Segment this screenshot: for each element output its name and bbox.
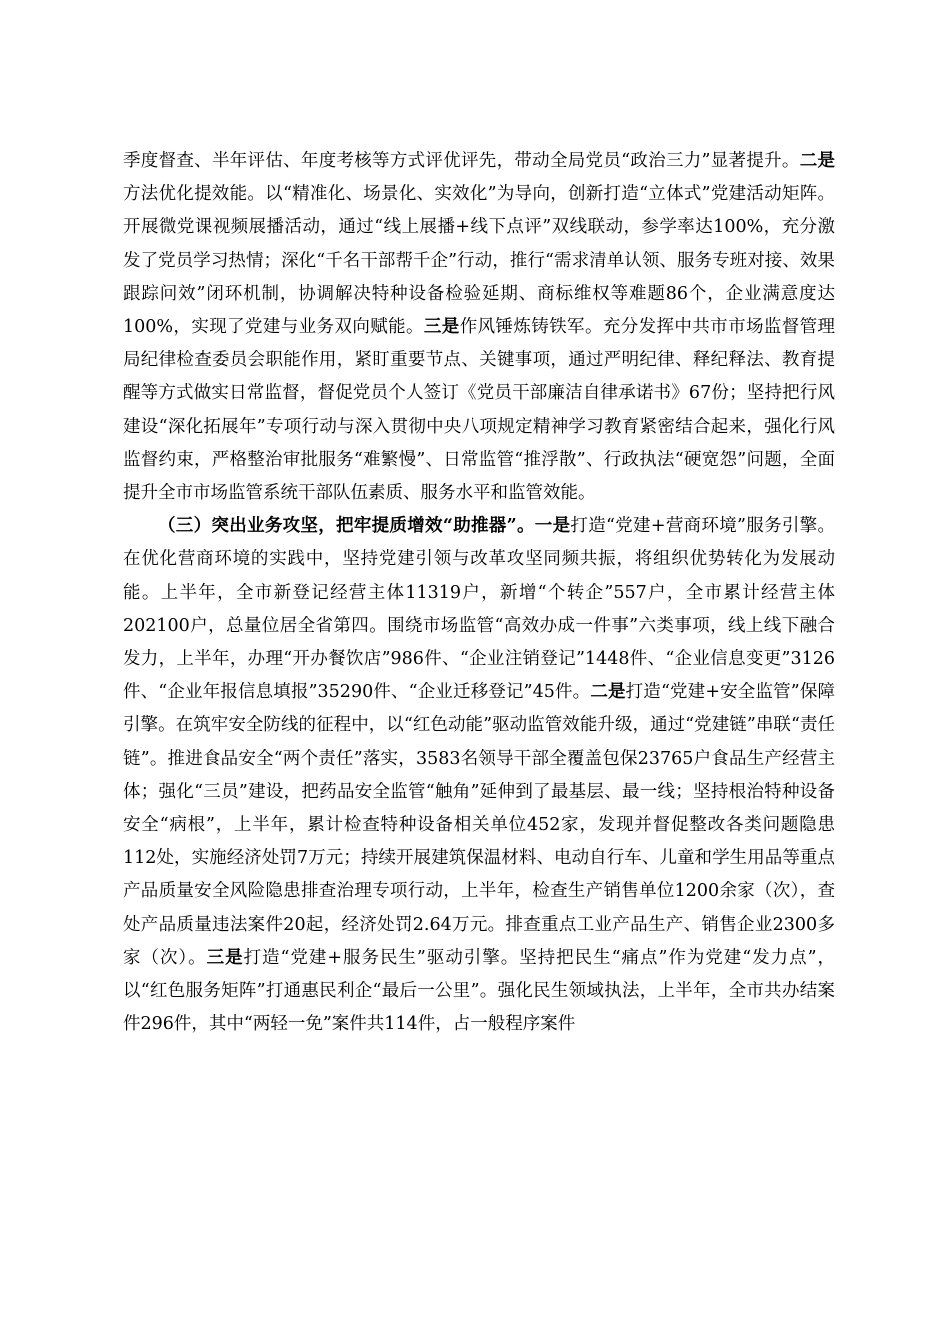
paragraph-1-run-5: 作风锤炼铸铁军。充分发挥中共市市场监督管理局纪律检查委员会职能作用，紧盯重要节点、关键事项，通过严明纪律、释纪释法、教育提醒等方式做实日常监督，督促党员个人签订《党员干部廉洁自律承诺书》67份；坚持把行风建设“深化拓展年”专项行动与深入贯彻中央八项规定精神学习教育紧密结合起来，强化行风监督约束，严格整治审批服务“难繁慢”、日常监管“推浮散”、行政执法“硬宽怨”问题，全面提升全市市场监管系统干部队伍素质、服务水平和监管效能。 bbox=[123, 317, 836, 504]
paragraph-2-run-3-bold: 二是 bbox=[590, 682, 626, 703]
document-page bbox=[123, 145, 835, 1041]
paragraph-2-run-6: 打造“党建+服务民生”驱动引擎。坚持把民生“痛点”作为党建“发力点”，以“红色服务矩阵”打通惠民利企“最后一公里”。强化民生领域执法，上半年，全市共办结案件296件，其中“两轻一免”案件共114件，占一般程序案件 bbox=[123, 947, 836, 1035]
paragraph-2-run-4: 打造“党建+安全监管”保障引擎。在筑牢安全防线的征程中，以“红色动能”驱动监管效能升级，通过“党建链”串联“责任链”。推进食品安全“两个责任”落实，3583名领导干部全覆盖包保23765户食品生产经营主体；强化“三员”建设，把药品安全监管“触角”延伸到了最基层、最一线；坚持根治特种设备安全“病根”，上半年，累计检查特种设备相关单位452家，发现并督促整改各类问题隐患112处，实施经济处罚7万元；持续开展建筑保温材料、电动自行车、儿童和学生用品等重点产品质量安全风险隐患排查治理专项行动，上半年，检查生产销售单位1200余家（次），查处产品质量违法案件20起，经济处罚2.64万元。排查重点工业产品生产、销售企业2300多家（次）。 bbox=[123, 682, 835, 968]
paragraph-1-run-2-bold: 二是 bbox=[799, 151, 836, 171]
paragraph-1-run-1: 季度督查、半年评估、年度考核等方式评优评先，带动全局党员“政治三力”显著提升。 bbox=[123, 151, 800, 171]
paragraph-1-run-3: 方法优化提效能。以“精准化、场景化、实效化”为导向，创新打造“立体式”党建活动矩阵。开展微党课视频展播活动，通过“线上展播+线下点评”双线联动，参学率达100%，充分激发了党员学习热情；深化“千名干部帮千企”行动，推行“需求清单认领、服务专班对接、效果跟踪问效”闭环机制，协调解决特种设备检验延期、商标维权等难题86个，企业满意度达100%，实现了党建与业务双向赋能。 bbox=[123, 184, 835, 338]
paragraph-2 bbox=[123, 510, 835, 1041]
paragraph-2-heading-bold: （三）突出业务攻坚，把牢提质增效“助推器”。一是 bbox=[158, 516, 571, 537]
paragraph-2-run-2: 打造“党建+营商环境”服务引擎。在优化营商环境的实践中，坚持党建引领与改革攻坚同频共振，将组织优势转化为发展动能。上半年，全市新登记经营主体11319户，新增“个转企”557户，全市累计经营主体202100户，总量位居全省第四。围绕市场监管“高效办成一件事”六类事项，线上线下融合发力，上半年，办理“开办餐饮店”986件、“企业注销登记”1448件、“企业信息变更”3126件、“企业年报信息填报”35290件、“企业迁移登记”45件。 bbox=[123, 516, 835, 703]
paragraph-2-run-5-bold: 三是 bbox=[206, 947, 244, 968]
paragraph-1-run-4-bold: 三是 bbox=[423, 317, 460, 338]
paragraph-1 bbox=[123, 145, 835, 510]
